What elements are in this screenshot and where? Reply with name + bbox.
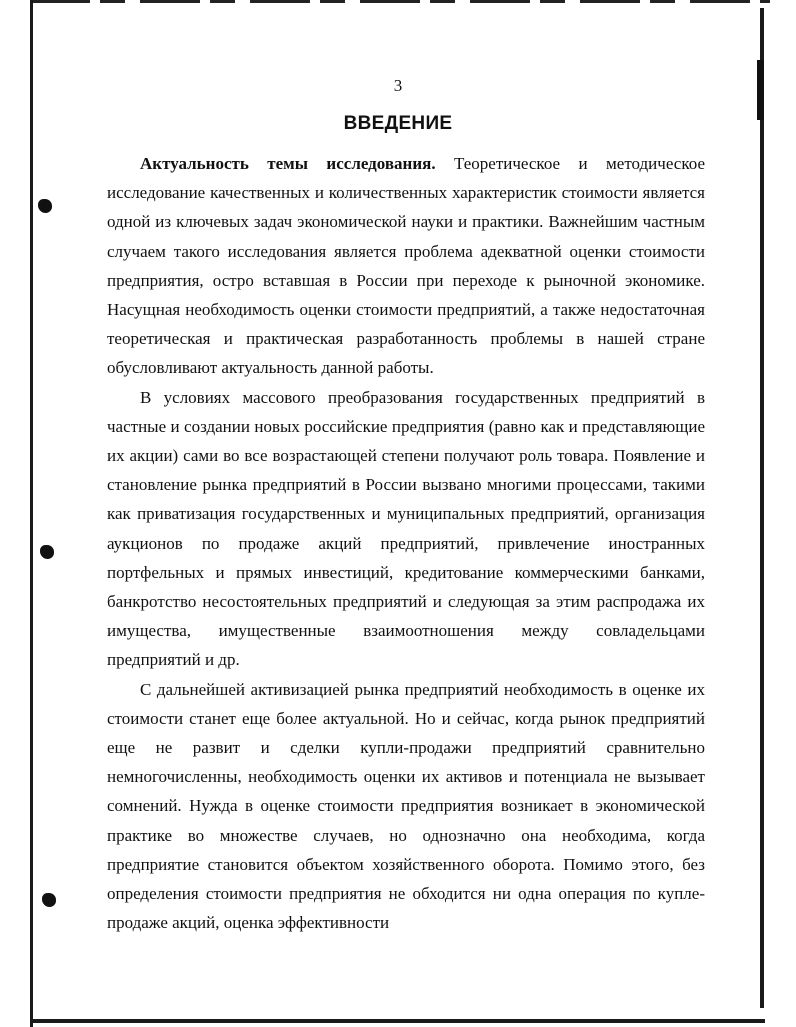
paragraph-text: Теоретическое и методическое исследование качественных и количественных характеристик стоимости является одной из ключевых задач экономической науки и практики. Важнейшим частным случаем такого исследования является проблема адекватной оценки стоимости предприятия, остро вставшая в России при переходе к рыночной экономике. Насущная необходимость оценки стоимости предприятий, а также недостаточная теоретическая и практическая разработанность проблемы в нашей стране обусловливают актуальность данной работы.: [107, 154, 705, 378]
document-body: [107, 149, 705, 937]
paragraph-text: В условиях массового преобразования государственных предприятий в частные и создании новых российские предприятия (равно как и представляющие их акции) сами во все возрастающей степени получают роль товара. Появление и становление рынка предприятий в России вызвано многими процессами, такими как приватизация государственных и муниципальных предприятий, организация аукционов по продаже акций предприятий, привлечение иностранных портфельных и прямых инвестиций, кредитование коммерческими банками, банкротство несостоятельных предприятий и следующая за этим распродажа их имущества, имущественные взаимоотношения между совладельцами предприятий и др.: [107, 387, 705, 670]
punch-hole-mark: [40, 545, 54, 559]
page-number: 3: [393, 76, 403, 95]
scan-left-edge: [30, 0, 33, 1027]
scan-top-edge: [30, 0, 770, 3]
paragraph: [107, 383, 705, 675]
scan-bottom-edge: [30, 1019, 765, 1023]
paragraph: [107, 149, 705, 383]
scan-right-edge: [760, 8, 764, 1008]
paragraph-text: С дальнейшей активизацией рынка предприятий необходимость в оценке их стоимости станет еще более актуальной. Но и сейчас, когда рынок предприятий еще не развит и сделки купли-продажи предприятий сравнительно немногочисленны, необходимость оценки их активов и потенциала не вызывает сомнений. Нужда в оценке стоимости предприятия возникает в экономической практике во множестве случаев, но однозначно она необходима, когда предприятие становится объектом хозяйственного оборота. Помимо этого, без определения стоимости предприятия не обходится ни одна операция по купле-продаже акций, оценка эффективности: [107, 679, 705, 933]
paragraph-lead: Актуальность темы исследования.: [140, 154, 436, 173]
punch-hole-mark: [38, 199, 52, 213]
page-title: ВВЕДЕНИЕ: [343, 113, 453, 134]
paragraph: [107, 675, 705, 938]
punch-hole-mark: [42, 893, 56, 907]
